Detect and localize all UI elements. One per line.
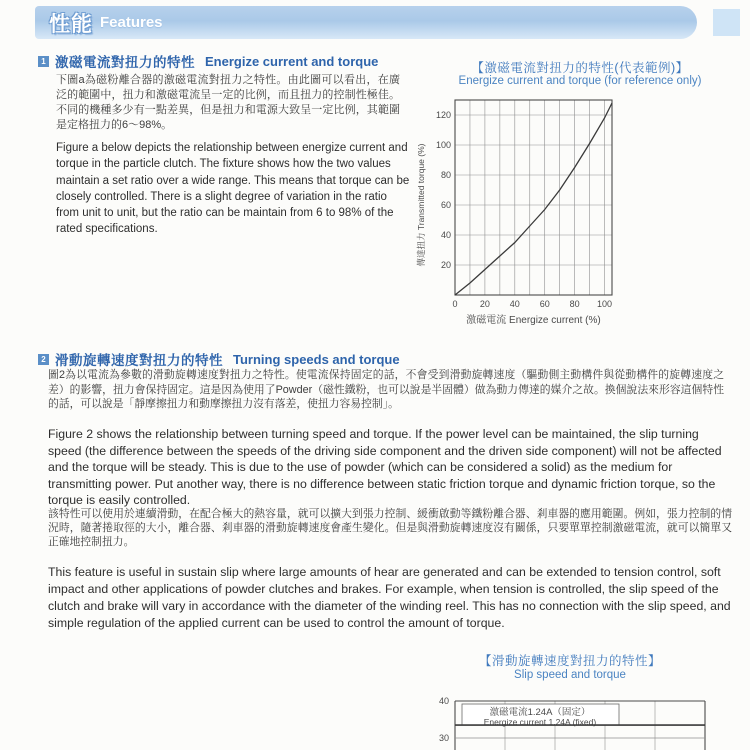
section-1-heading (38, 51, 378, 71)
corner-accent-square (713, 9, 740, 36)
section-2-title-zh: 滑動旋轉速度對扭力的特性 (55, 353, 223, 368)
page-title-zh: 性能 (49, 12, 93, 36)
svg-text:0: 0 (452, 299, 458, 309)
svg-text:Energize current 1.24A (fixed): Energize current 1.24A (fixed) (483, 717, 597, 727)
section-2-title-en: Turning speeds and torque (233, 351, 400, 367)
svg-text:傳達扭力 Transmitted torque (%): 傳達扭力 Transmitted torque (%) (416, 143, 426, 267)
svg-text:60: 60 (440, 200, 451, 210)
chart-1-title-en: Energize current and torque (for reference only) (458, 75, 702, 87)
chart-2-title-en: Slip speed and torque (514, 669, 626, 681)
slip-speed-torque-chart (405, 688, 740, 750)
section-2-paragraph1-zh: 圖2為以電流為參數的滑動旋轉速度對扭力之特性。使電流保持固定的話，不會受到滑動旋轉速度（驅動側主動構件與從動構件的旋轉速度之差）的影響，扭力會保持固定。這是因為使用了Powder（磁性鐵粉，也可以說是半固體）做為動力傳達的媒介之故。換個說法來形容這個特性的話，可以說是「靜摩擦扭力和動摩擦扭力沒有落差，使扭力容易控制」。 (48, 369, 724, 411)
svg-text:20: 20 (440, 260, 451, 270)
svg-text:激磁電流1.24A（固定）: 激磁電流1.24A（固定） (489, 707, 591, 718)
svg-text:40: 40 (509, 299, 520, 309)
section-1-number-badge: 1 (38, 56, 49, 67)
section-1-paragraph-en: Figure a below depicts the relationship between energize current and torque in the particle clutch. The fixture shows how the two values maintain a set ratio over a wide range. This means that torque can be closely controlled. There is a slight degree of variation in the ratio from unit to unit, but the ratio can be maintain from 6 to 98% of the rated specifications. (56, 142, 410, 236)
section-1-paragraph-zh: 下圖a為磁粉離合器的激磁電流對扭力之特性。由此圖可以看出，在廣泛的範圍中，扭力和激磁電流呈一定的比例，而且扭力的控制性極佳。不同的機種多少有一點差異，但是扭力和電源大致呈一定比例，其範圍是定格扭力的6～98%。 (56, 74, 400, 131)
section-2-paragraph2-en: This feature is useful in sustain slip where large amounts of hear are generated and can be extended to tension control, soft impact and other applications of powder clutches and brakes. For example, when tension is controlled, the slip speed of the clutch and brake will vary in accordance with the diameter of the winding reel. This has no connection with the slip speed, and simple regulation of the applied current can be used to control the amount of torque. (48, 565, 731, 630)
section-2-number-badge: 2 (38, 354, 49, 365)
section-1-title-en: Energize current and torque (205, 53, 379, 69)
section-2-paragraph2-zh: 該特性可以使用於連續滑動，在配合極大的熱容量，就可以擴大到張力控制、緩衝啟動等鐵粉離合器、剎車器的應用範圍。例如，張力控制的情況時，隨著捲取徑的大小，離合器、剎車器的滑動旋轉速度會產生變化。但是與滑動旋轉速度沒有關係，只要單單控制激磁電流，就可以簡單又正確地控制扭力。 (48, 508, 732, 548)
svg-text:20: 20 (479, 299, 490, 309)
svg-text:100: 100 (435, 140, 451, 150)
svg-text:80: 80 (569, 299, 580, 309)
svg-text:30: 30 (438, 733, 449, 743)
svg-text:100: 100 (597, 299, 613, 309)
section-1-title-zh: 激磁電流對扭力的特性 (55, 55, 195, 70)
section-2-paragraph1-en: Figure 2 shows the relationship between turning speed and torque. If the power level can be maintained, the slip turning speed (the difference between the speeds of the driving side component and the driven side component) will not be affected and the torque will be steady. This is due to the use of powder (which can be considered a solid) as the medium for transmitting power. Put another way, there is no difference between static friction torque and dynamic friction torque, so the torque is easily controlled. (48, 427, 722, 507)
chart-1-title-zh: 【激磁電流對扭力的特性(代表範例)】 (471, 61, 689, 75)
svg-text:40: 40 (440, 230, 451, 240)
svg-text:80: 80 (440, 170, 451, 180)
energize-current-torque-chart (410, 93, 740, 328)
svg-text:60: 60 (539, 299, 550, 309)
svg-text:激磁電流 Energize current (%): 激磁電流 Energize current (%) (466, 315, 601, 326)
chart-2-title-zh: 【滑動旋轉速度對扭力的特性】 (478, 654, 661, 668)
svg-text:40: 40 (438, 696, 449, 706)
section-2-heading (38, 349, 400, 369)
page-title-en: Features (100, 14, 163, 31)
svg-text:120: 120 (435, 110, 451, 120)
page-header-bar (35, 6, 697, 39)
